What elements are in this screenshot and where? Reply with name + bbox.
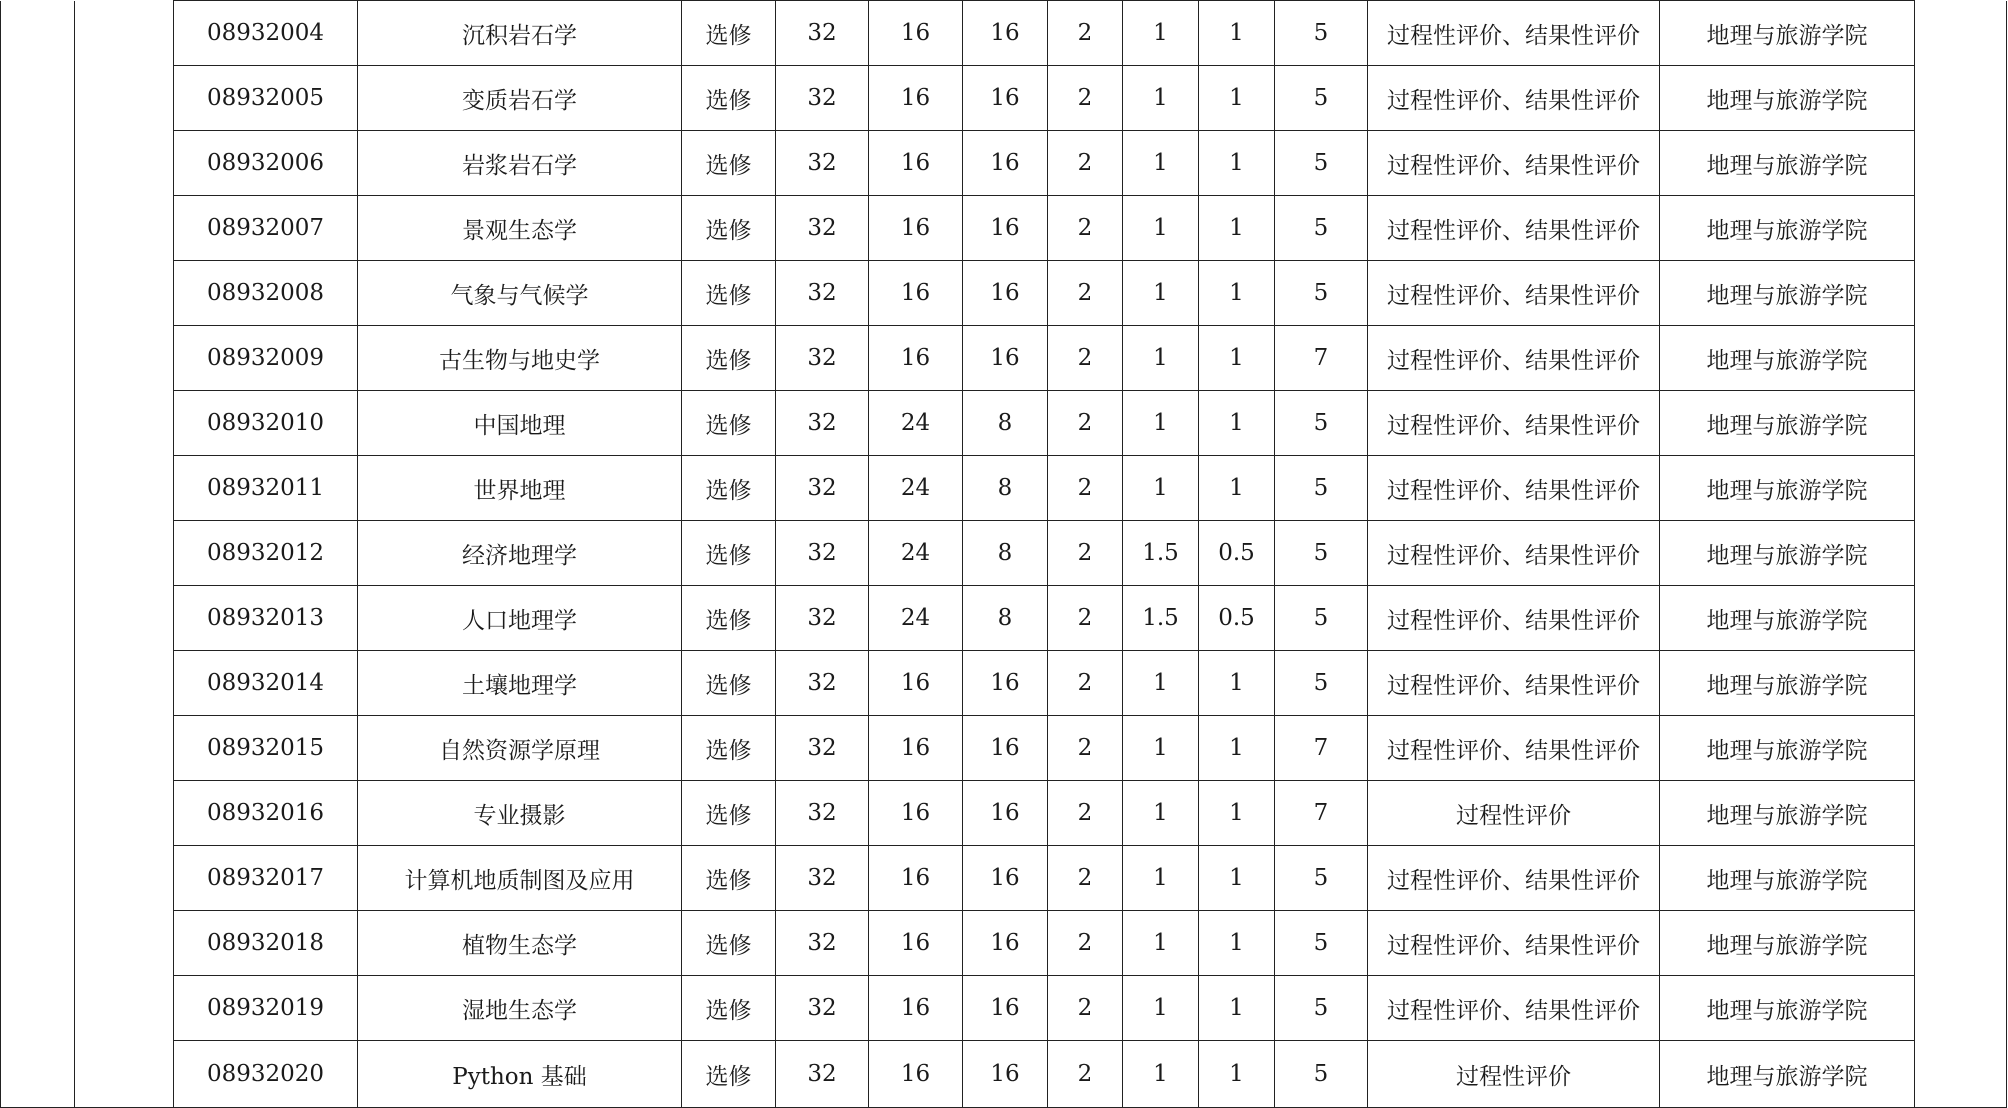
total-hours-cell: 32 xyxy=(776,1041,869,1108)
credits-cell: 2 xyxy=(1048,651,1123,716)
theory-hours-cell: 16 xyxy=(869,196,963,261)
offering-college-cell: 地理与旅游学院 xyxy=(1660,456,1915,521)
course-type-cell: 选修 xyxy=(682,781,776,846)
assessment-method-cell: 过程性评价、结果性评价 xyxy=(1368,846,1660,911)
practice-hours-cell: 16 xyxy=(963,976,1048,1041)
course-type-cell: 选修 xyxy=(682,651,776,716)
course-code-cell: 08932020 xyxy=(174,1041,358,1108)
table-row xyxy=(1,911,2007,976)
course-code-cell: 08932007 xyxy=(174,196,358,261)
course-code-cell: 08932011 xyxy=(174,456,358,521)
practice-credits-cell: 1 xyxy=(1199,456,1275,521)
table-row xyxy=(1,586,2007,651)
assessment-method-cell: 过程性评价、结果性评价 xyxy=(1368,651,1660,716)
theory-credits-cell: 1 xyxy=(1123,716,1199,781)
theory-hours-cell: 16 xyxy=(869,651,963,716)
practice-credits-cell: 1 xyxy=(1199,261,1275,326)
practice-hours-cell: 16 xyxy=(963,66,1048,131)
course-name-cell: 植物生态学 xyxy=(358,911,682,976)
semester-cell: 5 xyxy=(1275,651,1368,716)
course-name-cell: 专业摄影 xyxy=(358,781,682,846)
subcategory-merged-cell xyxy=(75,1,174,1108)
credits-cell: 2 xyxy=(1048,521,1123,586)
table-row xyxy=(1,521,2007,586)
course-type-cell: 选修 xyxy=(682,196,776,261)
course-name-cell: 沉积岩石学 xyxy=(358,1,682,66)
assessment-method-cell: 过程性评价、结果性评价 xyxy=(1368,456,1660,521)
course-code-cell: 08932016 xyxy=(174,781,358,846)
offering-college-cell: 地理与旅游学院 xyxy=(1660,781,1915,846)
table-row xyxy=(1,1041,2007,1108)
credits-cell: 2 xyxy=(1048,911,1123,976)
credits-cell: 2 xyxy=(1048,586,1123,651)
total-hours-cell: 32 xyxy=(776,651,869,716)
course-name-cell: 自然资源学原理 xyxy=(358,716,682,781)
practice-credits-cell: 1 xyxy=(1199,1041,1275,1108)
assessment-method-cell: 过程性评价、结果性评价 xyxy=(1368,521,1660,586)
practice-hours-cell: 8 xyxy=(963,456,1048,521)
total-hours-cell: 32 xyxy=(776,586,869,651)
semester-cell: 5 xyxy=(1275,846,1368,911)
theory-hours-cell: 16 xyxy=(869,976,963,1041)
table-row xyxy=(1,781,2007,846)
course-code-cell: 08932017 xyxy=(174,846,358,911)
semester-cell: 5 xyxy=(1275,1041,1368,1108)
theory-hours-cell: 24 xyxy=(869,456,963,521)
theory-credits-cell: 1 xyxy=(1123,196,1199,261)
semester-cell: 5 xyxy=(1275,586,1368,651)
table-row xyxy=(1,651,2007,716)
theory-credits-cell: 1 xyxy=(1123,66,1199,131)
course-code-cell: 08932019 xyxy=(174,976,358,1041)
theory-credits-cell: 1 xyxy=(1123,846,1199,911)
remarks-merged-cell xyxy=(1915,1,2007,1108)
assessment-method-cell: 过程性评价、结果性评价 xyxy=(1368,261,1660,326)
theory-hours-cell: 16 xyxy=(869,716,963,781)
course-name-cell: Python 基础 xyxy=(358,1041,682,1108)
course-code-cell: 08932008 xyxy=(174,261,358,326)
offering-college-cell: 地理与旅游学院 xyxy=(1660,1041,1915,1108)
course-type-cell: 选修 xyxy=(682,131,776,196)
course-table-body xyxy=(1,1,2007,1108)
assessment-method-cell: 过程性评价、结果性评价 xyxy=(1368,66,1660,131)
course-name-cell: 气象与气候学 xyxy=(358,261,682,326)
course-name-cell: 岩浆岩石学 xyxy=(358,131,682,196)
total-hours-cell: 32 xyxy=(776,976,869,1041)
credits-cell: 2 xyxy=(1048,391,1123,456)
semester-cell: 5 xyxy=(1275,456,1368,521)
practice-hours-cell: 8 xyxy=(963,586,1048,651)
practice-hours-cell: 16 xyxy=(963,326,1048,391)
course-type-cell: 选修 xyxy=(682,586,776,651)
total-hours-cell: 32 xyxy=(776,781,869,846)
practice-credits-cell: 1 xyxy=(1199,66,1275,131)
theory-credits-cell: 1 xyxy=(1123,911,1199,976)
theory-credits-cell: 1 xyxy=(1123,651,1199,716)
course-type-cell: 选修 xyxy=(682,456,776,521)
table-row xyxy=(1,196,2007,261)
course-name-cell: 古生物与地史学 xyxy=(358,326,682,391)
assessment-method-cell: 过程性评价、结果性评价 xyxy=(1368,911,1660,976)
offering-college-cell: 地理与旅游学院 xyxy=(1660,196,1915,261)
course-code-cell: 08932013 xyxy=(174,586,358,651)
offering-college-cell: 地理与旅游学院 xyxy=(1660,261,1915,326)
offering-college-cell: 地理与旅游学院 xyxy=(1660,391,1915,456)
credits-cell: 2 xyxy=(1048,456,1123,521)
offering-college-cell: 地理与旅游学院 xyxy=(1660,976,1915,1041)
assessment-method-cell: 过程性评价、结果性评价 xyxy=(1368,326,1660,391)
course-name-cell: 中国地理 xyxy=(358,391,682,456)
theory-credits-cell: 1 xyxy=(1123,261,1199,326)
theory-hours-cell: 16 xyxy=(869,781,963,846)
theory-credits-cell: 1 xyxy=(1123,131,1199,196)
theory-hours-cell: 24 xyxy=(869,521,963,586)
total-hours-cell: 32 xyxy=(776,1,869,66)
course-code-cell: 08932014 xyxy=(174,651,358,716)
offering-college-cell: 地理与旅游学院 xyxy=(1660,1,1915,66)
table-row xyxy=(1,131,2007,196)
theory-credits-cell: 1 xyxy=(1123,326,1199,391)
practice-credits-cell: 1 xyxy=(1199,1,1275,66)
practice-credits-cell: 1 xyxy=(1199,326,1275,391)
practice-credits-cell: 1 xyxy=(1199,781,1275,846)
theory-hours-cell: 16 xyxy=(869,261,963,326)
theory-hours-cell: 16 xyxy=(869,131,963,196)
practice-credits-cell: 1 xyxy=(1199,196,1275,261)
practice-hours-cell: 8 xyxy=(963,521,1048,586)
course-type-cell: 选修 xyxy=(682,66,776,131)
theory-credits-cell: 1 xyxy=(1123,976,1199,1041)
credits-cell: 2 xyxy=(1048,131,1123,196)
credits-cell: 2 xyxy=(1048,781,1123,846)
course-type-cell: 选修 xyxy=(682,976,776,1041)
theory-credits-cell: 1 xyxy=(1123,1,1199,66)
theory-hours-cell: 16 xyxy=(869,846,963,911)
table-row xyxy=(1,326,2007,391)
course-type-cell: 选修 xyxy=(682,261,776,326)
credits-cell: 2 xyxy=(1048,716,1123,781)
semester-cell: 5 xyxy=(1275,196,1368,261)
total-hours-cell: 32 xyxy=(776,66,869,131)
practice-credits-cell: 0.5 xyxy=(1199,586,1275,651)
course-type-cell: 选修 xyxy=(682,326,776,391)
semester-cell: 5 xyxy=(1275,391,1368,456)
table-row xyxy=(1,391,2007,456)
course-code-cell: 08932015 xyxy=(174,716,358,781)
table-row xyxy=(1,66,2007,131)
course-name-cell: 景观生态学 xyxy=(358,196,682,261)
theory-hours-cell: 24 xyxy=(869,391,963,456)
assessment-method-cell: 过程性评价、结果性评价 xyxy=(1368,976,1660,1041)
course-type-cell: 选修 xyxy=(682,1041,776,1108)
practice-credits-cell: 1 xyxy=(1199,846,1275,911)
practice-credits-cell: 1 xyxy=(1199,716,1275,781)
table-row xyxy=(1,976,2007,1041)
credits-cell: 2 xyxy=(1048,326,1123,391)
credits-cell: 2 xyxy=(1048,1041,1123,1108)
practice-hours-cell: 8 xyxy=(963,391,1048,456)
offering-college-cell: 地理与旅游学院 xyxy=(1660,521,1915,586)
offering-college-cell: 地理与旅游学院 xyxy=(1660,66,1915,131)
theory-hours-cell: 16 xyxy=(869,1041,963,1108)
practice-hours-cell: 16 xyxy=(963,716,1048,781)
course-name-cell: 变质岩石学 xyxy=(358,66,682,131)
semester-cell: 7 xyxy=(1275,716,1368,781)
course-type-cell: 选修 xyxy=(682,521,776,586)
course-code-cell: 08932005 xyxy=(174,66,358,131)
semester-cell: 5 xyxy=(1275,911,1368,976)
course-code-cell: 08932006 xyxy=(174,131,358,196)
table-row xyxy=(1,1,2007,66)
credits-cell: 2 xyxy=(1048,976,1123,1041)
course-code-cell: 08932018 xyxy=(174,911,358,976)
assessment-method-cell: 过程性评价、结果性评价 xyxy=(1368,196,1660,261)
course-type-cell: 选修 xyxy=(682,716,776,781)
total-hours-cell: 32 xyxy=(776,261,869,326)
table-row xyxy=(1,846,2007,911)
assessment-method-cell: 过程性评价、结果性评价 xyxy=(1368,131,1660,196)
total-hours-cell: 32 xyxy=(776,391,869,456)
course-name-cell: 经济地理学 xyxy=(358,521,682,586)
total-hours-cell: 32 xyxy=(776,131,869,196)
total-hours-cell: 32 xyxy=(776,326,869,391)
credits-cell: 2 xyxy=(1048,1,1123,66)
credits-cell: 2 xyxy=(1048,196,1123,261)
practice-hours-cell: 16 xyxy=(963,651,1048,716)
practice-credits-cell: 1 xyxy=(1199,131,1275,196)
theory-credits-cell: 1.5 xyxy=(1123,586,1199,651)
table-row xyxy=(1,261,2007,326)
offering-college-cell: 地理与旅游学院 xyxy=(1660,586,1915,651)
course-code-cell: 08932012 xyxy=(174,521,358,586)
semester-cell: 5 xyxy=(1275,976,1368,1041)
offering-college-cell: 地理与旅游学院 xyxy=(1660,846,1915,911)
theory-credits-cell: 1 xyxy=(1123,391,1199,456)
theory-hours-cell: 16 xyxy=(869,1,963,66)
course-code-cell: 08932010 xyxy=(174,391,358,456)
practice-hours-cell: 16 xyxy=(963,1041,1048,1108)
assessment-method-cell: 过程性评价 xyxy=(1368,781,1660,846)
practice-hours-cell: 16 xyxy=(963,131,1048,196)
practice-hours-cell: 16 xyxy=(963,911,1048,976)
offering-college-cell: 地理与旅游学院 xyxy=(1660,716,1915,781)
theory-hours-cell: 16 xyxy=(869,911,963,976)
semester-cell: 7 xyxy=(1275,326,1368,391)
practice-credits-cell: 1 xyxy=(1199,911,1275,976)
practice-hours-cell: 16 xyxy=(963,261,1048,326)
practice-hours-cell: 16 xyxy=(963,846,1048,911)
theory-credits-cell: 1 xyxy=(1123,781,1199,846)
practice-credits-cell: 1 xyxy=(1199,651,1275,716)
course-type-cell: 选修 xyxy=(682,391,776,456)
total-hours-cell: 32 xyxy=(776,521,869,586)
assessment-method-cell: 过程性评价、结果性评价 xyxy=(1368,1,1660,66)
theory-hours-cell: 16 xyxy=(869,326,963,391)
assessment-method-cell: 过程性评价、结果性评价 xyxy=(1368,391,1660,456)
theory-hours-cell: 24 xyxy=(869,586,963,651)
course-code-cell: 08932009 xyxy=(174,326,358,391)
practice-hours-cell: 16 xyxy=(963,1,1048,66)
practice-credits-cell: 1 xyxy=(1199,391,1275,456)
total-hours-cell: 32 xyxy=(776,911,869,976)
offering-college-cell: 地理与旅游学院 xyxy=(1660,326,1915,391)
table-row xyxy=(1,456,2007,521)
practice-hours-cell: 16 xyxy=(963,781,1048,846)
course-name-cell: 世界地理 xyxy=(358,456,682,521)
table-row xyxy=(1,716,2007,781)
total-hours-cell: 32 xyxy=(776,456,869,521)
assessment-method-cell: 过程性评价、结果性评价 xyxy=(1368,716,1660,781)
assessment-method-cell: 过程性评价 xyxy=(1368,1041,1660,1108)
course-code-cell: 08932004 xyxy=(174,1,358,66)
assessment-method-cell: 过程性评价、结果性评价 xyxy=(1368,586,1660,651)
semester-cell: 7 xyxy=(1275,781,1368,846)
theory-credits-cell: 1.5 xyxy=(1123,521,1199,586)
total-hours-cell: 32 xyxy=(776,846,869,911)
course-type-cell: 选修 xyxy=(682,911,776,976)
total-hours-cell: 32 xyxy=(776,716,869,781)
semester-cell: 5 xyxy=(1275,261,1368,326)
practice-hours-cell: 16 xyxy=(963,196,1048,261)
course-name-cell: 土壤地理学 xyxy=(358,651,682,716)
practice-credits-cell: 0.5 xyxy=(1199,521,1275,586)
offering-college-cell: 地理与旅游学院 xyxy=(1660,131,1915,196)
semester-cell: 5 xyxy=(1275,1,1368,66)
credits-cell: 2 xyxy=(1048,66,1123,131)
total-hours-cell: 32 xyxy=(776,196,869,261)
offering-college-cell: 地理与旅游学院 xyxy=(1660,651,1915,716)
course-type-cell: 选修 xyxy=(682,1,776,66)
course-name-cell: 湿地生态学 xyxy=(358,976,682,1041)
semester-cell: 5 xyxy=(1275,521,1368,586)
credits-cell: 2 xyxy=(1048,261,1123,326)
category-merged-cell xyxy=(1,1,75,1108)
theory-hours-cell: 16 xyxy=(869,66,963,131)
practice-credits-cell: 1 xyxy=(1199,976,1275,1041)
theory-credits-cell: 1 xyxy=(1123,456,1199,521)
theory-credits-cell: 1 xyxy=(1123,1041,1199,1108)
semester-cell: 5 xyxy=(1275,131,1368,196)
course-type-cell: 选修 xyxy=(682,846,776,911)
course-name-cell: 人口地理学 xyxy=(358,586,682,651)
semester-cell: 5 xyxy=(1275,66,1368,131)
course-name-cell: 计算机地质制图及应用 xyxy=(358,846,682,911)
credits-cell: 2 xyxy=(1048,846,1123,911)
offering-college-cell: 地理与旅游学院 xyxy=(1660,911,1915,976)
